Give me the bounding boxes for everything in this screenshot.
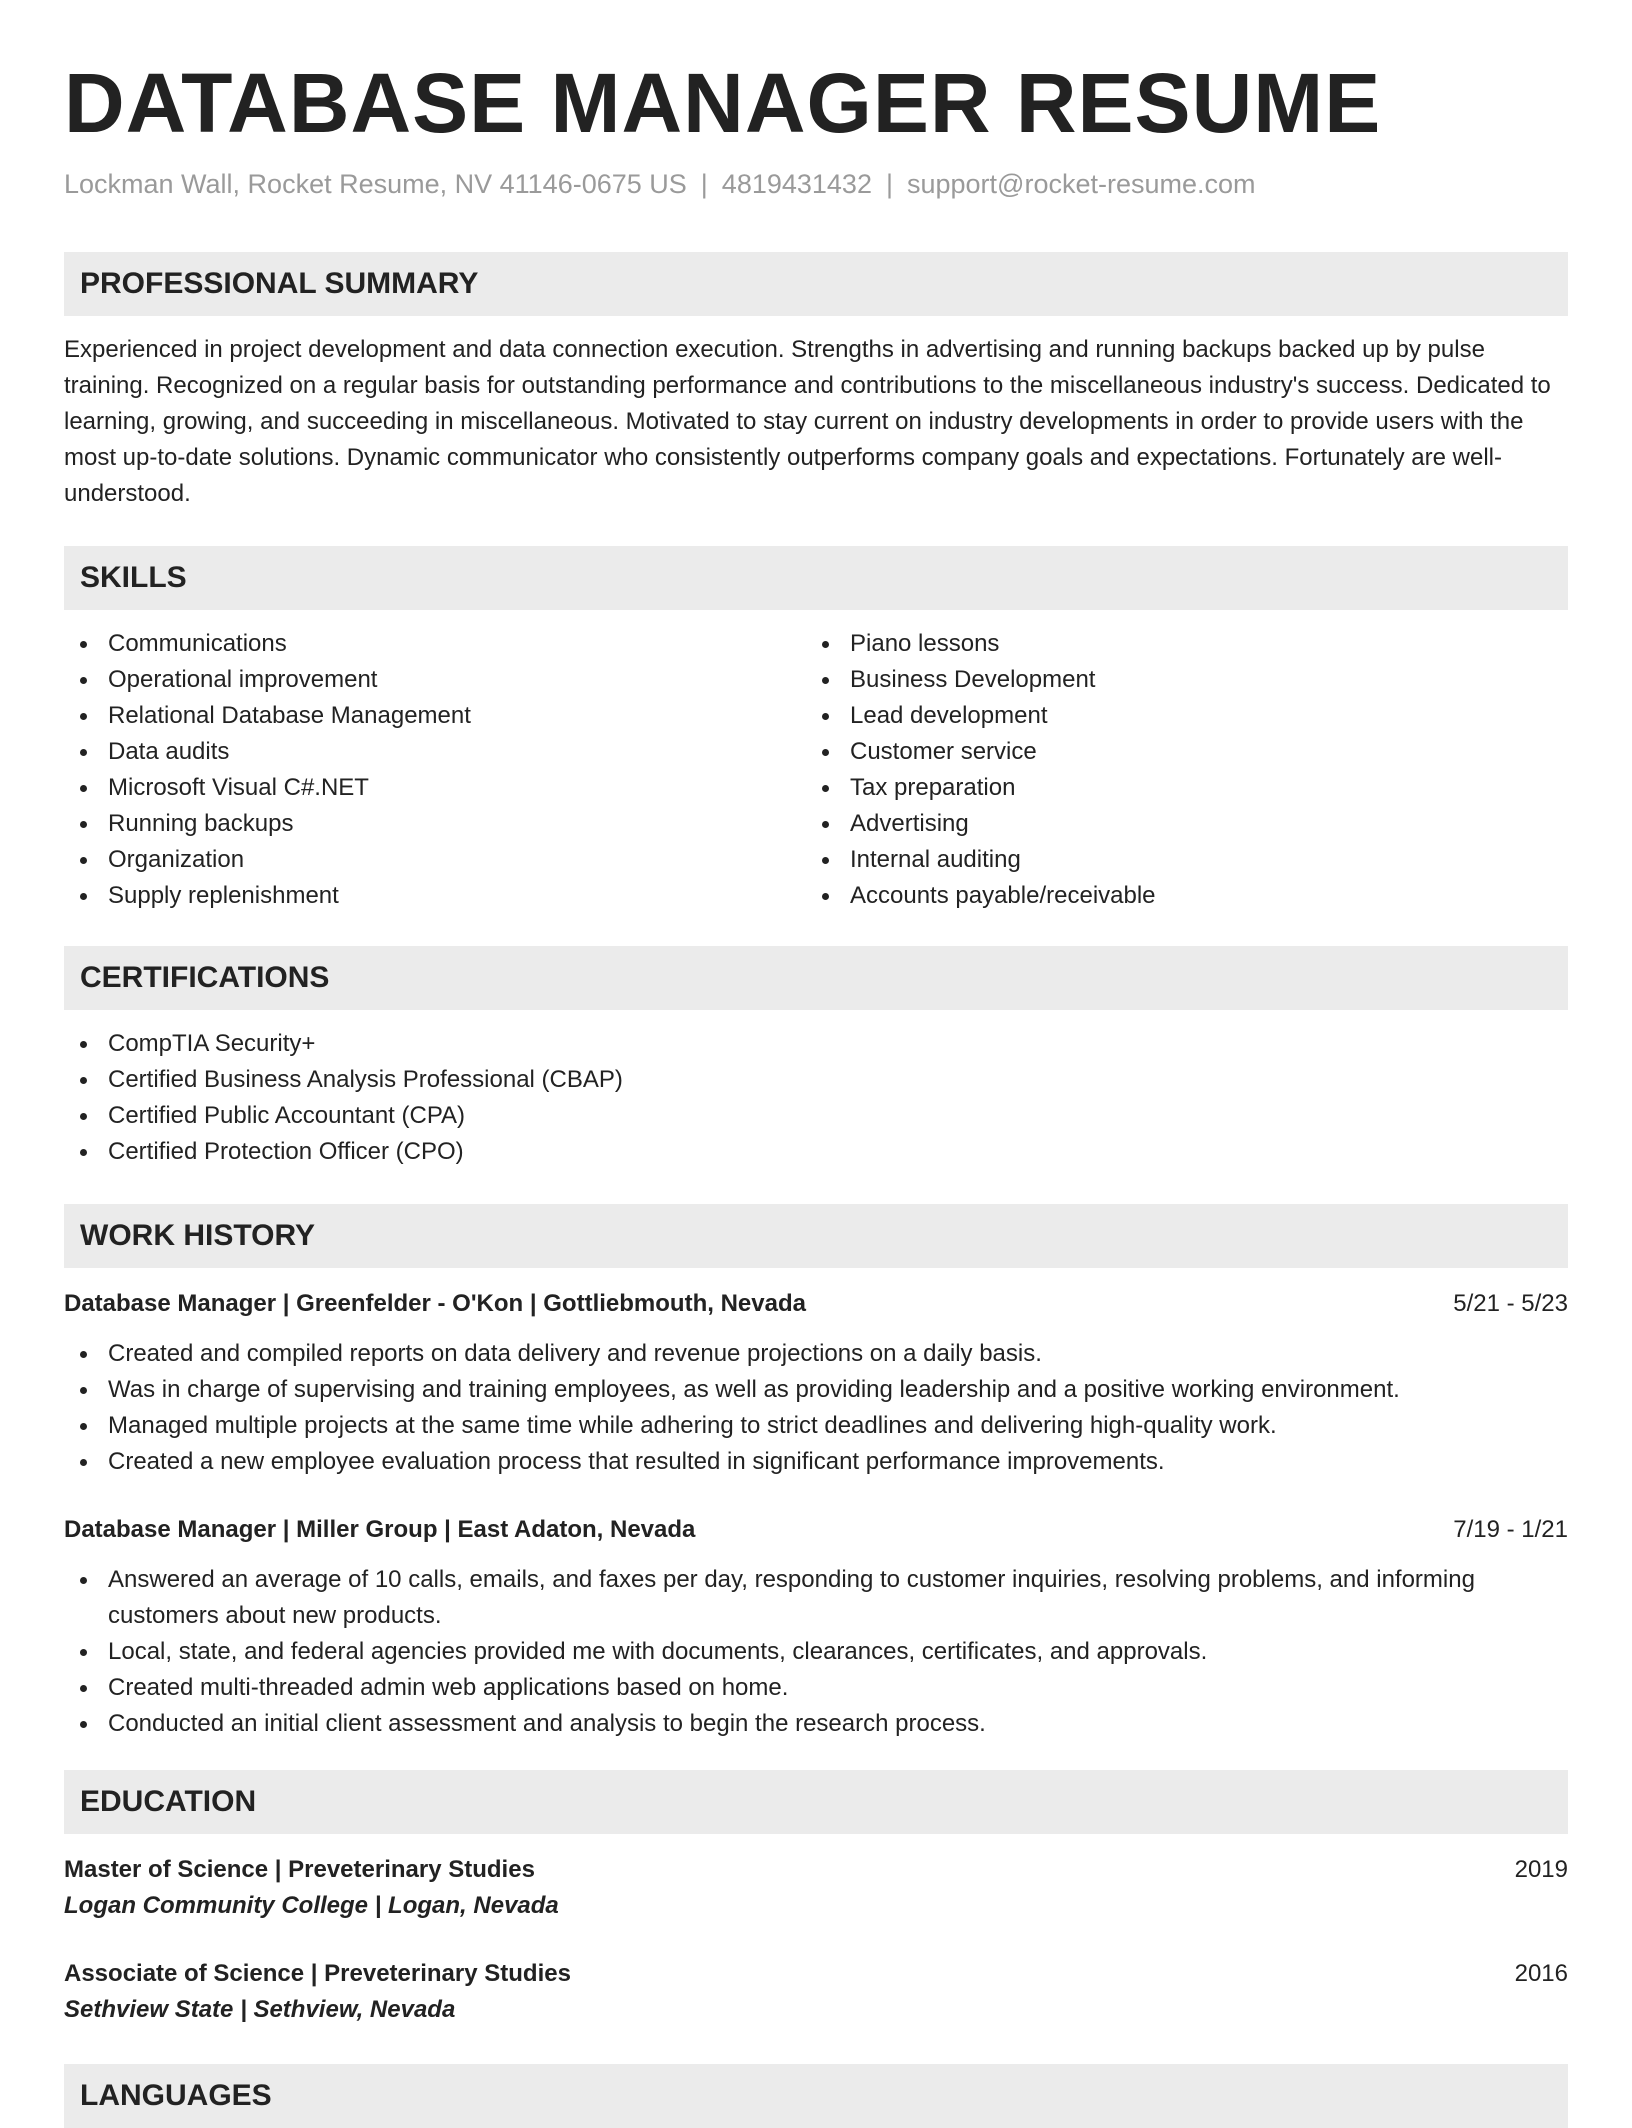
contact-phone: 4819431432 bbox=[721, 169, 872, 199]
skill-item: Organization bbox=[64, 842, 806, 878]
education-heading: EDUCATION bbox=[64, 1770, 1568, 1834]
certification-item: Certified Protection Officer (CPO) bbox=[64, 1134, 1568, 1170]
skill-item: Data audits bbox=[64, 734, 806, 770]
certification-item: Certified Public Accountant (CPA) bbox=[64, 1098, 1568, 1134]
certifications-list bbox=[64, 1026, 1568, 1170]
job-title: Database Manager | Greenfelder - O'Kon | Gottliebmouth, Nevada bbox=[64, 1290, 806, 1317]
job-bullets bbox=[64, 1336, 1568, 1480]
education-entry bbox=[64, 1958, 1568, 2028]
skills-column-right bbox=[806, 626, 1548, 914]
skill-item: Piano lessons bbox=[806, 626, 1548, 662]
skills-heading: SKILLS bbox=[64, 546, 1568, 610]
job-dates: 5/21 - 5/23 bbox=[1453, 1290, 1568, 1317]
education-entry bbox=[64, 1854, 1568, 1924]
skill-item: Running backups bbox=[64, 806, 806, 842]
education-year: 2019 bbox=[1514, 1856, 1568, 1883]
education-year: 2016 bbox=[1514, 1960, 1568, 1987]
resume-page bbox=[64, 0, 1568, 2128]
job-entry bbox=[64, 1288, 1568, 1480]
certification-item: Certified Business Analysis Professional (CBAP) bbox=[64, 1062, 1568, 1098]
job-bullets bbox=[64, 1562, 1568, 1742]
certifications-heading: CERTIFICATIONS bbox=[64, 946, 1568, 1010]
education-school: Sethview State | Sethview, Nevada bbox=[64, 1996, 456, 2023]
skills-column-left bbox=[64, 626, 806, 914]
skill-item: Supply replenishment bbox=[64, 878, 806, 914]
summary-heading: PROFESSIONAL SUMMARY bbox=[64, 252, 1568, 316]
education-degree: Master of Science | Preveterinary Studies bbox=[64, 1856, 535, 1883]
education-school: Logan Community College | Logan, Nevada bbox=[64, 1892, 559, 1919]
job-bullet: Local, state, and federal agencies provided me with documents, clearances, certificates, and approvals. bbox=[64, 1634, 1568, 1670]
job-bullet: Answered an average of 10 calls, emails, and faxes per day, responding to customer inquiries, resolving problems, and informing customers about new products. bbox=[64, 1562, 1568, 1634]
job-dates: 7/19 - 1/21 bbox=[1453, 1516, 1568, 1543]
contact-address: Lockman Wall, Rocket Resume, NV 41146-0675 US bbox=[64, 169, 687, 199]
skill-item: Tax preparation bbox=[806, 770, 1548, 806]
skill-item: Operational improvement bbox=[64, 662, 806, 698]
education-header bbox=[64, 1958, 1568, 1990]
resume-title: DATABASE MANAGER RESUME bbox=[64, 56, 1382, 150]
skill-item: Lead development bbox=[806, 698, 1548, 734]
certification-item: CompTIA Security+ bbox=[64, 1026, 1568, 1062]
contact-line bbox=[64, 168, 1568, 200]
job-bullet: Created and compiled reports on data delivery and revenue projections on a daily basis. bbox=[64, 1336, 1568, 1372]
job-bullet: Created a new employee evaluation process that resulted in significant performance improvements. bbox=[64, 1444, 1568, 1480]
contact-separator: | bbox=[885, 169, 893, 199]
skill-item: Customer service bbox=[806, 734, 1548, 770]
job-entry bbox=[64, 1514, 1568, 1742]
job-title: Database Manager | Miller Group | East Adaton, Nevada bbox=[64, 1516, 696, 1543]
skill-item: Microsoft Visual C#.NET bbox=[64, 770, 806, 806]
languages-heading: LANGUAGES bbox=[64, 2064, 1568, 2128]
job-bullet: Created multi-threaded admin web applications based on home. bbox=[64, 1670, 1568, 1706]
contact-separator: | bbox=[700, 169, 708, 199]
education-header bbox=[64, 1854, 1568, 1886]
skill-item: Accounts payable/receivable bbox=[806, 878, 1548, 914]
skill-item: Advertising bbox=[806, 806, 1548, 842]
contact-email: support@rocket-resume.com bbox=[906, 169, 1256, 199]
skills-list bbox=[64, 626, 1568, 914]
education-degree: Associate of Science | Preveterinary Studies bbox=[64, 1960, 571, 1987]
skill-item: Internal auditing bbox=[806, 842, 1548, 878]
job-bullet: Conducted an initial client assessment and analysis to begin the research process. bbox=[64, 1706, 1568, 1742]
job-header bbox=[64, 1514, 1568, 1546]
work-history-heading: WORK HISTORY bbox=[64, 1204, 1568, 1268]
skill-item: Communications bbox=[64, 626, 806, 662]
skill-item: Business Development bbox=[806, 662, 1548, 698]
skill-item: Relational Database Management bbox=[64, 698, 806, 734]
job-bullet: Managed multiple projects at the same time while adhering to strict deadlines and delivering high-quality work. bbox=[64, 1408, 1568, 1444]
job-header bbox=[64, 1288, 1568, 1320]
job-bullet: Was in charge of supervising and training employees, as well as providing leadership and a positive working environment. bbox=[64, 1372, 1568, 1408]
summary-text: Experienced in project development and data connection execution. Strengths in advertising and running backups backed up by pulse training. Recognized on a regular basis for outstanding performance and contributions to the miscellaneous industry's success. Dedicated to learning, growing, and succeeding in miscellaneous. Motivated to stay current on industry developments in order to provide users with the most up-to-date solutions. Dynamic communicator who consistently outperforms company goals and expectations. Fortunately are well-understood. bbox=[64, 336, 1551, 507]
